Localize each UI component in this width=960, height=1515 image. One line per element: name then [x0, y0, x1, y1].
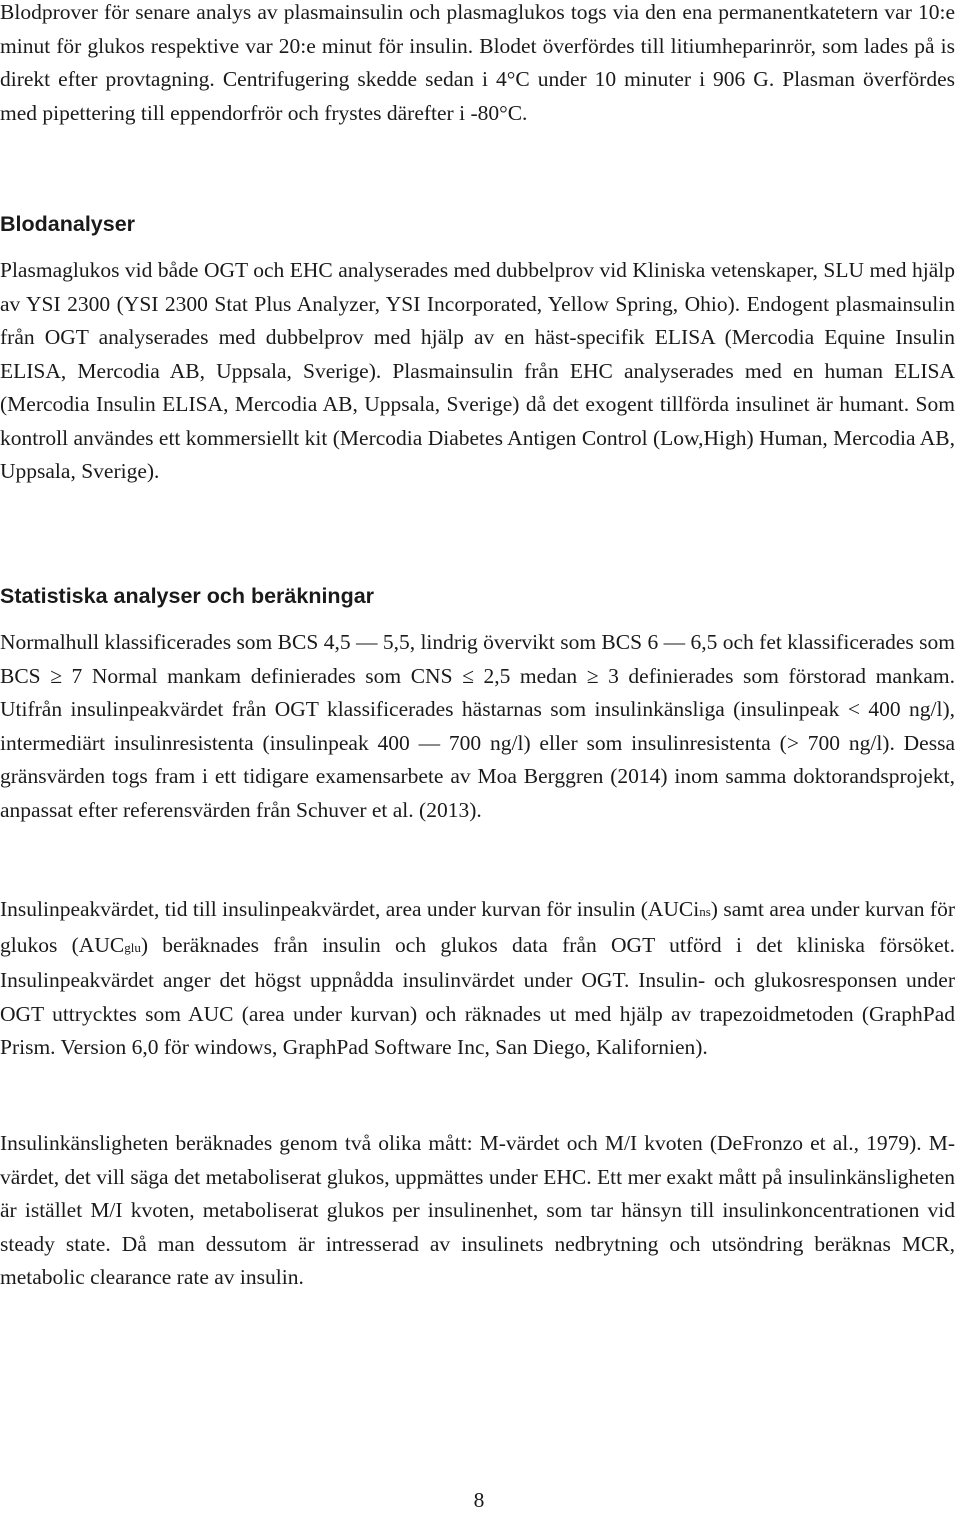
insulin-peak-text-part-1: Insulinpeakvärdet, tid till insulinpeakvärdet, area under kurvan för insulin (AUCi [0, 897, 700, 921]
paragraph-insulin-sensitivity: Insulinkänsligheten beräknades genom två olika mått: M-värdet och M/I kvoten (DeFronzo et al., 1979). M-värdet, det vill säga det metaboliserat glukos, uppmättes under EHC. Ett mer exakt mått på insulinkänsligheten är istället M/I kvoten, metaboliserat glukos per insulinenhet, som tar hänsyn till insulinkoncentrationen vid steady state. Då man dessutom är intresserad av insulinets nedbrytning och utsöndring beräknas MCR, metabolic clearance rate av insulin. [0, 1131, 955, 1289]
auc-glucose-subscript: glu [124, 939, 141, 955]
paragraph-blood-analysis: Plasmaglukos vid både OGT och EHC analyserades med dubbelprov vid Kliniska vetenskaper, SLU med hjälp av YSI 2300 (YSI 2300 Stat Plus Analyzer, YSI Incorporated, Yellow Spring, Ohio). Endogent plasmainsulin från OGT analyserades med dubbelprov med hjälp av en häst-specifik ELISA (Mercodia Equine Insulin ELISA, Mercodia AB, Uppsala, Sverige). Plasmainsulin från EHC analyserades med en human ELISA (Mercodia Insulin ELISA, Mercodia AB, Uppsala, Sverige) då det exogent tillförda insulinet är humant. Som kontroll användes ett kommersiellt kit (Mercodia Diabetes Antigen Control (Low,High) Human, Mercodia AB, Uppsala, Sverige). [0, 258, 955, 483]
paragraph-insulin-peak [0, 893, 955, 1065]
auc-insulin-subscript: ns [699, 904, 711, 919]
insulin-peak-text-part-2: ) samt area under kurvan för glukos (AUC [0, 897, 955, 957]
page-number: 8 [473, 1488, 485, 1512]
paragraph-blood-sampling: Blodprover för senare analys av plasmainsulin och plasmaglukos togs via den ena permanentkatetern var 10:e minut för glukos respektive var 20:e minut för insulin. Blodet överfördes till litiumheparinrör, som lades på is direkt efter provtagning. Centrifugering skedde sedan i 4°C under 10 minuter i 906 G. Plasman överfördes med pipettering till eppendorfrör och frystes därefter i -80°C. [0, 0, 955, 125]
heading-statistical-analyses: Statistiska analyser och beräkningar [0, 584, 375, 608]
insulin-peak-text-part-3: ) beräknades från insulin och glukos data från OGT utförd i det kliniska försöket. Insulinpeakvärdet anger det högst uppnådda insulinvärdet under OGT. Insulin- och glukosresponsen under OGT uttrycktes som AUC (area under kurvan) och räknades ut med hjälp av trapezoidmetoden (GraphPad Prism. Version 6,0 för windows, GraphPad Software Inc, San Diego, Kalifornien). [0, 932, 955, 1059]
paragraph-classification: Normalhull klassificerades som BCS 4,5 — 5,5, lindrig övervikt som BCS 6 — 6,5 och fet klassificerades som BCS ≥ 7 Normal mankam definierades som CNS ≤ 2,5 medan ≥ 3 definierades som förstorad mankam. Utifrån insulinpeakvärdet från OGT klassificerades hästarnas som insulinkänsliga (insulinpeak < 400 ng/l), intermediärt insulinresistenta (insulinpeak 400 — 700 ng/l) eller som insulinresistenta (> 700 ng/l). Dessa gränsvärden togs fram i ett tidigare examensarbete av Moa Berggren (2014) inom samma doktorandsprojekt, anpassat efter referensvärden från Schuver et al. (2013). [0, 630, 955, 822]
heading-blodanalyser: Blodanalyser [0, 212, 136, 236]
